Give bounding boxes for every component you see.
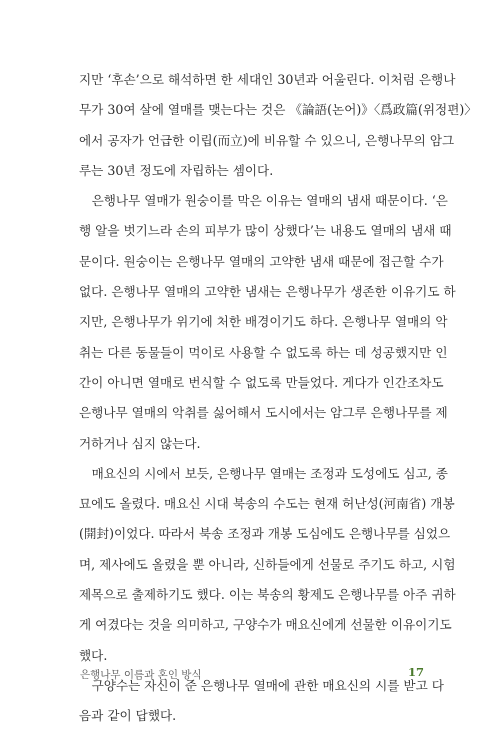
text-line: 루는 30년 정도에 자립하는 셈이다. xyxy=(79,162,274,178)
text-line: 지만, 은행나무가 위기에 처한 배경이기도 하다. 은행나무 열매의 악 xyxy=(79,314,448,330)
text-line: 행 알을 벗기느라 손의 피부가 많이 상했다’는 내용도 열매의 냄새 때 xyxy=(79,223,452,239)
text-line: 문이다. 원숭이는 은행나무 열매의 고약한 냄새 때문에 접근할 수가 xyxy=(79,253,444,269)
text-line: 무가 30여 살에 열매를 맺는다는 것은 《論語(논어)》〈爲政篇(위정편)〉 xyxy=(79,102,477,118)
text-line: 며, 제사에도 올렸을 뿐 아니라, 신하들에게 선물로 주기도 하고, 시험 xyxy=(79,556,456,572)
text-line: 게 여겼다는 것을 의미하고, 구양수가 매요신에게 선물한 이유이기도 xyxy=(79,617,452,633)
paragraph-1 xyxy=(79,65,477,186)
text-line: 지만 ‘후손’으로 해석하면 한 세대인 30년과 어울린다. 이처럼 은행나 xyxy=(79,72,456,87)
paragraph-3 xyxy=(79,459,456,671)
text-line: 구양수는 자신이 준 은행나무 열매에 관한 매요신의 시를 받고 다 xyxy=(91,677,444,693)
running-footer-title: 은행나무 이름과 혼인 방식 xyxy=(80,669,202,681)
text-line: 에서 공자가 언급한 이립(而立)에 비유할 수 있으니, 은행나무의 암그 xyxy=(79,132,455,148)
text-line: 은행나무 열매의 악취를 싫어해서 도시에서는 암그루 은행나무를 제 xyxy=(79,405,448,421)
text-line: 간이 아니면 열매로 번식할 수 없도록 만들었다. 게다가 인간조차도 xyxy=(79,374,444,390)
text-line: 제목으로 출제하기도 했다. 이는 북송의 황제도 은행나무를 아주 귀하 xyxy=(79,587,456,603)
text-line: 취는 다른 동물들이 먹이로 사용할 수 없도록 하는 데 성공했지만 인 xyxy=(79,344,448,360)
text-line: 은행나무 열매가 원숭이를 막은 이유는 열매의 냄새 때문이다. ‘은 xyxy=(91,193,448,209)
paragraph-2 xyxy=(79,186,456,459)
text-line: 했다. xyxy=(79,647,108,663)
text-line: 없다. 은행나무 열매의 고약한 냄새는 은행나무가 생존한 이유기도 하 xyxy=(79,284,456,300)
page-number: 17 xyxy=(407,665,424,679)
text-line: (開封)이었다. 따라서 북송 조정과 개봉 도심에도 은행나무를 심었으 xyxy=(79,526,451,542)
text-line: 묘에도 올렸다. 매요신 시대 북송의 수도는 현재 허난성(河南省) 개봉 xyxy=(79,496,455,512)
text-line: 매요신의 시에서 보듯, 은행나무 열매는 조정과 도성에도 심고, 종 xyxy=(91,465,448,481)
text-line: 음과 같이 답했다. xyxy=(79,708,177,724)
body-text xyxy=(79,65,477,732)
text-line: 거하거나 심지 않는다. xyxy=(79,435,201,451)
